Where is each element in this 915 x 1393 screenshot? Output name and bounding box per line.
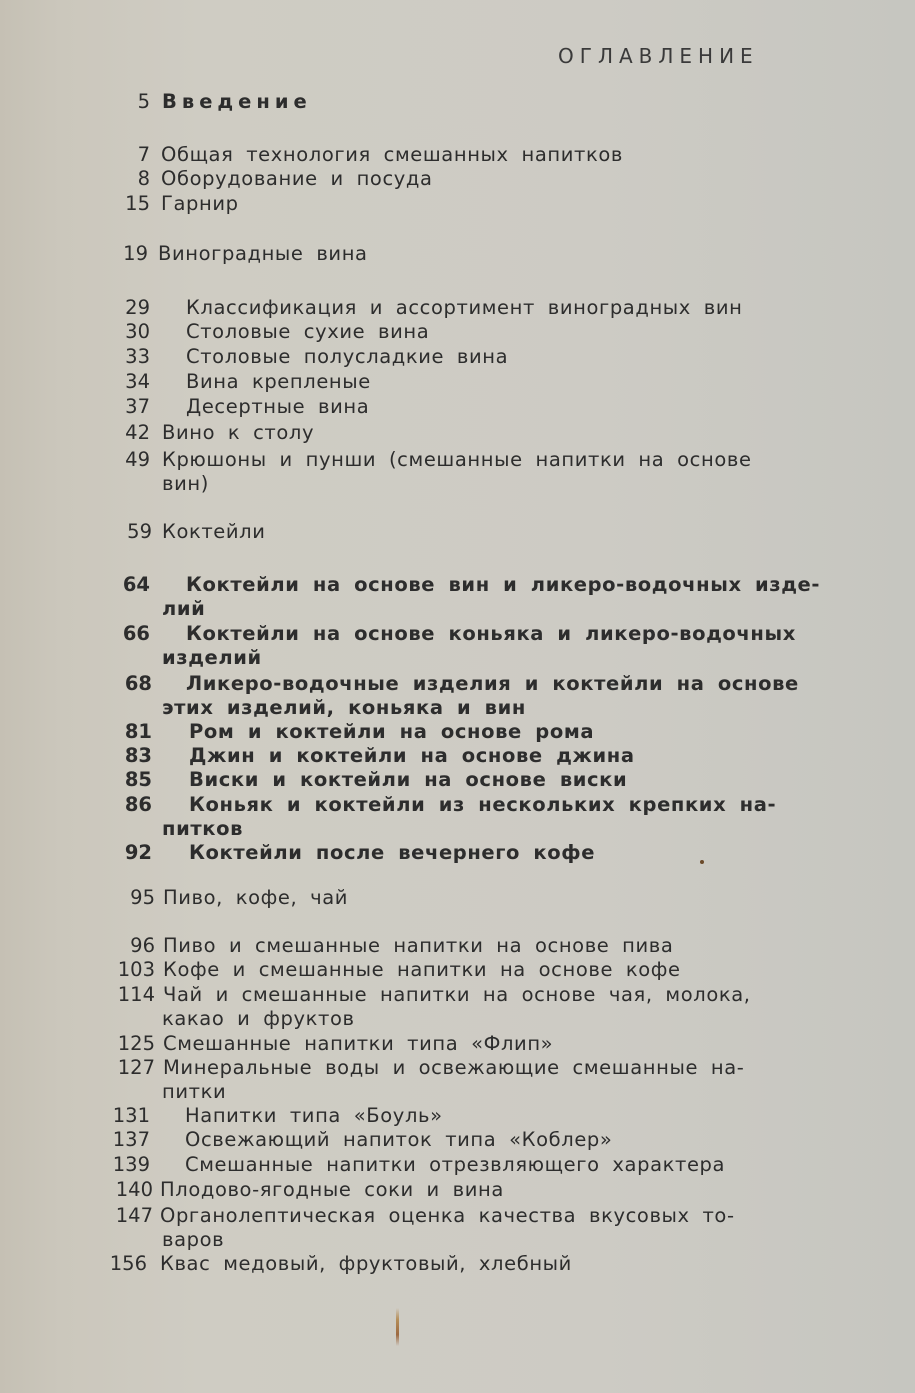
toc-entry-title xyxy=(186,395,369,419)
toc-entry-title xyxy=(161,143,623,167)
toc-entry-title xyxy=(186,296,742,320)
toc-entry-line: вин) xyxy=(162,471,209,495)
toc-entry-line: Ликеро-водочные изделия и коктейли на основе xyxy=(186,672,799,695)
toc-entry-line: Напитки типа «Боуль» xyxy=(185,1104,443,1127)
toc-page-number: 15 xyxy=(125,192,150,215)
toc-entry-title xyxy=(189,768,627,792)
paper-mark xyxy=(396,1308,399,1346)
toc-entry-title xyxy=(162,448,752,495)
toc-entry-line: Гарнир xyxy=(161,192,239,215)
toc-page-number: 140 xyxy=(115,1178,153,1201)
toc-page-number: 7 xyxy=(137,143,150,166)
toc-page-number: 114 xyxy=(117,983,155,1006)
page-title: ОГЛАВЛЕНИЕ xyxy=(558,44,759,68)
toc-page-number: 68 xyxy=(124,672,152,695)
toc-entry-line: Виски и коктейли на основе виски xyxy=(189,768,628,791)
toc-page-number: 127 xyxy=(117,1056,155,1079)
toc-entry-line: Виноградные вина xyxy=(158,242,368,265)
toc-entry-line: изделий xyxy=(162,645,262,669)
toc-entry-line: лий xyxy=(162,596,206,620)
toc-page-number: 95 xyxy=(130,886,155,909)
toc-page-number: 81 xyxy=(124,720,152,743)
toc-entry-title xyxy=(162,421,314,445)
toc-page-number: 64 xyxy=(122,573,150,596)
toc-page-number: 33 xyxy=(125,345,150,368)
toc-entry-line: Чай и смешанные напитки на основе чая, молока, xyxy=(163,983,751,1006)
toc-page-number: 96 xyxy=(130,934,155,957)
toc-entry-title xyxy=(160,1252,572,1276)
toc-entry-title xyxy=(163,1056,744,1103)
paper-speck xyxy=(700,860,704,864)
toc-page-number: 147 xyxy=(115,1204,153,1227)
toc-entry-line: какао и фруктов xyxy=(162,1006,355,1030)
toc-page-number: 29 xyxy=(125,296,150,319)
toc-entry-title xyxy=(189,744,635,768)
toc-entry-line: Минеральные воды и освежающие смешанные на- xyxy=(163,1056,745,1079)
toc-page-number: 156 xyxy=(109,1252,147,1275)
toc-entry-line: Столовые полусладкие вина xyxy=(186,345,509,368)
toc-page-number: 42 xyxy=(125,421,150,444)
toc-page-number: 125 xyxy=(117,1032,155,1055)
toc-entry-line: питки xyxy=(162,1079,227,1103)
toc-entry-line: Общая технология смешанных напитков xyxy=(161,143,623,166)
toc-entry-title xyxy=(162,793,777,840)
toc-page-number: 30 xyxy=(125,320,150,343)
toc-page-number: 85 xyxy=(124,768,152,791)
toc-entry-title xyxy=(162,622,796,669)
toc-entry-line: Крюшоны и пунши (смешанные напитки на основе xyxy=(162,448,752,471)
toc-page-number: 83 xyxy=(124,744,152,767)
toc-entry-line: Пиво и смешанные напитки на основе пива xyxy=(163,934,674,957)
toc-entry-line: питков xyxy=(162,816,244,840)
toc-entry-line: Оборудование и посуда xyxy=(161,167,433,190)
toc-entry-line: этих изделий, коньяка и вин xyxy=(162,695,526,719)
toc-entry-line: Вино к столу xyxy=(162,421,315,444)
toc-entry-line: Ром и коктейли на основе рома xyxy=(189,720,595,743)
toc-entry-line: Квас медовый, фруктовый, хлебный xyxy=(160,1252,572,1275)
toc-page-number: 137 xyxy=(112,1128,150,1151)
toc-entry-title xyxy=(189,720,594,744)
toc-entry-line: Коньяк и коктейли из нескольких крепких на- xyxy=(189,793,777,816)
toc-entry-line: Классификация и ассортимент виноградных вин xyxy=(186,296,743,319)
toc-page-number: 59 xyxy=(127,520,152,543)
toc-entry-title xyxy=(162,573,821,620)
toc-entry-line: Столовые сухие вина xyxy=(186,320,430,343)
toc-entry-line: Коктейли после вечернего кофе xyxy=(189,841,596,864)
toc-entry-title xyxy=(185,1128,612,1152)
toc-entry-line: Кофе и смешанные напитки на основе кофе xyxy=(163,958,681,981)
toc-page-number: 19 xyxy=(123,242,148,265)
toc-entry-title xyxy=(163,983,751,1030)
toc-entry-line: Освежающий напиток типа «Коблер» xyxy=(185,1128,613,1151)
toc-entry-line: Плодово-ягодные соки и вина xyxy=(160,1178,504,1201)
toc-entry-line: Органолептическая оценка качества вкусовых то- xyxy=(160,1204,735,1227)
toc-page-number: 66 xyxy=(122,622,150,645)
toc-page-number: 5 xyxy=(137,90,150,113)
toc-page-number: 49 xyxy=(125,448,150,471)
toc-page-number: 131 xyxy=(112,1104,150,1127)
toc-entry-title xyxy=(162,520,266,544)
toc-entry-title xyxy=(185,1104,443,1128)
toc-page-number: 86 xyxy=(124,793,152,816)
toc-entry-title xyxy=(186,320,429,344)
toc-entry-line: Вина крепленые xyxy=(186,370,371,393)
toc-entry-title xyxy=(189,841,595,865)
toc-page-number: 8 xyxy=(137,167,150,190)
toc-entry-line: Введение xyxy=(162,90,312,113)
toc-entry-line: Коктейли на основе вин и ликеро-водочных изде- xyxy=(186,573,821,596)
toc-entry-line: Смешанные напитки отрезвляющего характера xyxy=(185,1153,726,1176)
toc-entry-line: Коктейли на основе коньяка и ликеро-водочных xyxy=(186,622,796,645)
toc-entry-line: Коктейли xyxy=(162,520,266,543)
toc-entry-title xyxy=(161,192,239,216)
toc-entry-title xyxy=(162,672,799,719)
toc-page-number: 139 xyxy=(112,1153,150,1176)
toc-entry-title xyxy=(163,886,348,910)
toc-entry-title xyxy=(163,934,673,958)
toc-entry-title xyxy=(163,958,681,982)
toc-entry-title xyxy=(160,1178,504,1202)
toc-page-number: 37 xyxy=(125,395,150,418)
toc-entry-title xyxy=(160,1204,735,1251)
toc-entry-title xyxy=(186,345,508,369)
toc-page-number: 103 xyxy=(117,958,155,981)
toc-page-number: 34 xyxy=(125,370,150,393)
toc-entry-title xyxy=(158,242,368,266)
toc-entry-line: Десертные вина xyxy=(186,395,370,418)
toc-entry-line: Смешанные напитки типа «Флип» xyxy=(163,1032,554,1055)
toc-entry-title xyxy=(162,90,312,114)
toc-entry-line: варов xyxy=(162,1227,225,1251)
toc-entry-title xyxy=(161,167,433,191)
toc-entry-line: Пиво, кофе, чай xyxy=(163,886,349,909)
toc-entry-line: Джин и коктейли на основе джина xyxy=(189,744,635,767)
toc-entry-title xyxy=(186,370,371,394)
toc-page-number: 92 xyxy=(124,841,152,864)
toc-entry-title xyxy=(185,1153,725,1177)
toc-entry-title xyxy=(163,1032,553,1056)
